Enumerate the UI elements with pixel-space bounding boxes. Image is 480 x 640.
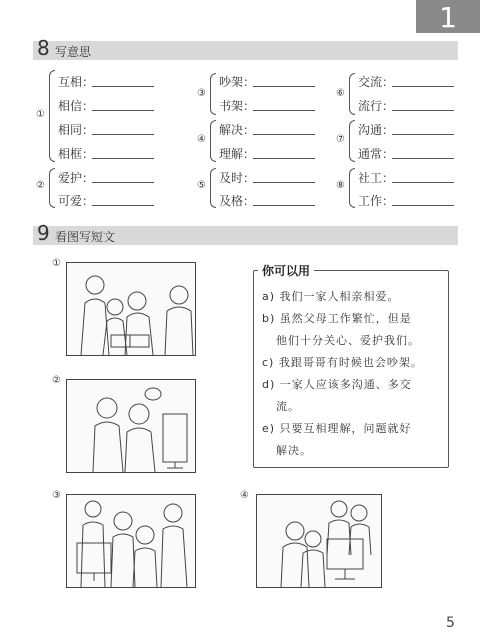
family-together-computer-illustration bbox=[256, 494, 382, 588]
brace-icon bbox=[49, 70, 55, 162]
word-row bbox=[58, 145, 154, 162]
colon: ： bbox=[382, 123, 395, 137]
answer-line[interactable] bbox=[92, 109, 154, 111]
answer-line[interactable] bbox=[253, 204, 315, 206]
hint-line: 解决。 bbox=[276, 444, 312, 457]
word-row bbox=[358, 97, 454, 114]
word-row bbox=[58, 73, 154, 90]
hint-line: e) 只要互相理解，问题就好 bbox=[262, 422, 412, 435]
brace-icon bbox=[210, 73, 216, 115]
hint-line: c) 我跟哥哥有时候也会吵架。 bbox=[262, 356, 423, 369]
word-label: 可爱 bbox=[58, 194, 83, 208]
colon: ： bbox=[382, 194, 395, 208]
answer-line[interactable] bbox=[392, 109, 454, 111]
group-marker: ③ bbox=[197, 88, 206, 99]
answer-line[interactable] bbox=[253, 133, 315, 135]
picture-4-marker: ④ bbox=[240, 490, 249, 501]
word-row bbox=[358, 145, 454, 162]
group-marker: ⑤ bbox=[197, 180, 206, 191]
section-9-title: 看图写短文 bbox=[55, 230, 116, 244]
colon: ： bbox=[82, 147, 95, 161]
colon: ： bbox=[243, 75, 256, 89]
brace-icon bbox=[349, 120, 355, 162]
word-row bbox=[219, 169, 315, 186]
answer-line[interactable] bbox=[253, 157, 315, 159]
picture-1-marker: ① bbox=[52, 258, 61, 269]
hint-line: d) 一家人应该多沟通、多交 bbox=[262, 378, 412, 391]
hint-line: b) 虽然父母工作繁忙，但是 bbox=[262, 312, 412, 325]
colon: ： bbox=[82, 194, 95, 208]
section-9-number: 9 bbox=[37, 221, 50, 245]
word-label: 理解 bbox=[219, 147, 244, 161]
group-marker: ④ bbox=[197, 134, 206, 145]
group-marker: ⑥ bbox=[336, 88, 345, 99]
answer-line[interactable] bbox=[392, 181, 454, 183]
picture-2-marker: ② bbox=[52, 375, 61, 386]
word-label: 社工 bbox=[358, 171, 383, 185]
group-marker: ⑦ bbox=[336, 134, 345, 145]
answer-line[interactable] bbox=[253, 109, 315, 111]
colon: ： bbox=[82, 123, 95, 137]
brace-icon bbox=[210, 120, 216, 162]
word-label: 流行 bbox=[358, 99, 383, 113]
unit-tab: 1 bbox=[416, 0, 480, 33]
colon: ： bbox=[243, 99, 256, 113]
word-row bbox=[58, 97, 154, 114]
word-row bbox=[219, 192, 315, 209]
hint-line: 流。 bbox=[276, 400, 300, 413]
brace-icon bbox=[210, 168, 216, 208]
word-row bbox=[219, 145, 315, 162]
family-computer-illustration bbox=[66, 494, 196, 588]
word-label: 及时 bbox=[219, 171, 244, 185]
word-label: 工作 bbox=[358, 194, 383, 208]
colon: ： bbox=[82, 171, 95, 185]
colon: ： bbox=[382, 147, 395, 161]
answer-line[interactable] bbox=[392, 133, 454, 135]
word-label: 吵架 bbox=[219, 75, 244, 89]
word-label: 相框 bbox=[58, 147, 83, 161]
section-9-header bbox=[33, 221, 458, 245]
word-label: 爱护 bbox=[58, 171, 83, 185]
answer-line[interactable] bbox=[92, 85, 154, 87]
group-marker: ② bbox=[36, 180, 45, 191]
colon: ： bbox=[243, 147, 256, 161]
colon: ： bbox=[382, 171, 395, 185]
picture-3-marker: ③ bbox=[52, 490, 61, 501]
word-row bbox=[58, 121, 154, 138]
colon: ： bbox=[82, 75, 95, 89]
brace-icon bbox=[349, 168, 355, 208]
word-label: 沟通 bbox=[358, 123, 383, 137]
word-row bbox=[358, 192, 454, 209]
hint-line: 他们十分关心、爱护我们。 bbox=[276, 334, 420, 347]
word-label: 及格 bbox=[219, 194, 244, 208]
word-label: 解决 bbox=[219, 123, 244, 137]
word-label: 相同 bbox=[58, 123, 83, 137]
brothers-computer-argue-illustration bbox=[66, 379, 196, 473]
word-row bbox=[219, 73, 315, 90]
answer-line[interactable] bbox=[392, 157, 454, 159]
page-number: 5 bbox=[446, 615, 455, 631]
word-label: 相信 bbox=[58, 99, 83, 113]
word-row bbox=[219, 121, 315, 138]
answer-line[interactable] bbox=[92, 157, 154, 159]
family-reading-illustration bbox=[66, 262, 196, 356]
word-row bbox=[58, 192, 154, 209]
hint-line: a) 我们一家人相亲相爱。 bbox=[262, 290, 400, 303]
answer-line[interactable] bbox=[92, 133, 154, 135]
hint-title: 你可以用 bbox=[258, 262, 314, 279]
colon: ： bbox=[243, 194, 256, 208]
brace-icon bbox=[349, 73, 355, 115]
colon: ： bbox=[243, 123, 256, 137]
answer-line[interactable] bbox=[253, 85, 315, 87]
colon: ： bbox=[243, 171, 256, 185]
word-label: 互相 bbox=[58, 75, 83, 89]
word-label: 交流 bbox=[358, 75, 383, 89]
answer-line[interactable] bbox=[392, 85, 454, 87]
section-8-number: 8 bbox=[37, 36, 50, 60]
answer-line[interactable] bbox=[392, 204, 454, 206]
answer-line[interactable] bbox=[92, 204, 154, 206]
answer-line[interactable] bbox=[92, 181, 154, 183]
colon: ： bbox=[382, 99, 395, 113]
colon: ： bbox=[82, 99, 95, 113]
group-marker: ① bbox=[36, 109, 45, 120]
word-row bbox=[358, 169, 454, 186]
colon: ： bbox=[382, 75, 395, 89]
section-8-title: 写意思 bbox=[55, 45, 92, 59]
word-row bbox=[219, 97, 315, 114]
word-row bbox=[358, 121, 454, 138]
word-row bbox=[358, 73, 454, 90]
word-label: 通常 bbox=[358, 147, 383, 161]
word-label: 书架 bbox=[219, 99, 244, 113]
section-8-header bbox=[33, 36, 458, 60]
answer-line[interactable] bbox=[253, 181, 315, 183]
group-marker: ⑧ bbox=[336, 180, 345, 191]
brace-icon bbox=[49, 168, 55, 208]
word-row bbox=[58, 169, 154, 186]
